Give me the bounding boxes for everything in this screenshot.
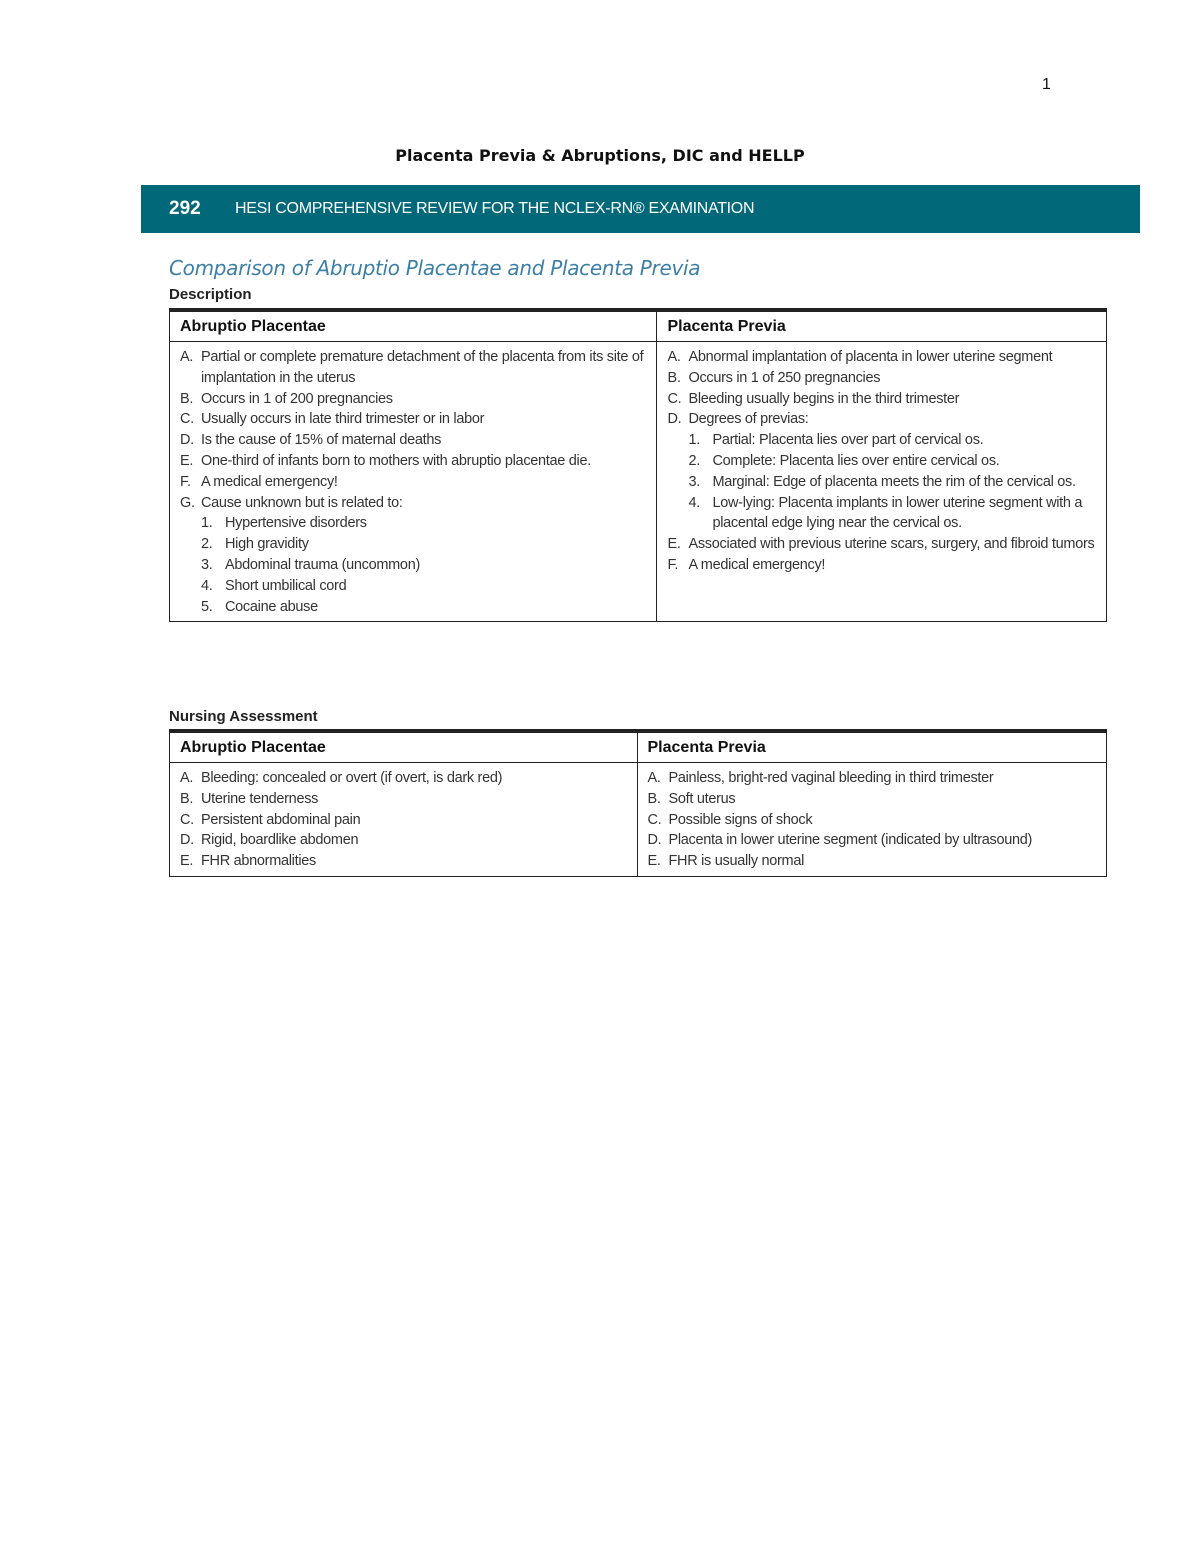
sub-list-item xyxy=(180,576,646,597)
list-item-text: Complete: Placenta lies over entire cervical os. xyxy=(712,452,1000,469)
list-item-label: E. xyxy=(180,452,194,469)
list-item-text: One-third of infants born to mothers with abruptio placentae die. xyxy=(201,452,591,469)
list-item-label: D. xyxy=(647,832,662,849)
list-item-label: B. xyxy=(180,390,194,407)
list-item-text: A medical emergency! xyxy=(201,473,338,490)
list-item-label: E. xyxy=(667,536,681,553)
sub-list-item xyxy=(180,597,646,618)
list-item-text: A medical emergency! xyxy=(688,556,826,573)
page-number: 1 xyxy=(1042,76,1051,93)
list-item xyxy=(667,347,1096,368)
book-header-banner xyxy=(141,185,1140,233)
description-table xyxy=(169,308,1107,622)
list-item-label: 2. xyxy=(688,452,700,469)
list-item xyxy=(180,493,646,514)
sub-list-item xyxy=(180,513,646,534)
list-item-text: Uterine tenderness xyxy=(201,790,319,807)
list-item-label: C. xyxy=(667,390,682,407)
list-item xyxy=(667,389,1096,410)
list-item-label: C. xyxy=(180,411,194,428)
description-previa-cell xyxy=(657,342,1107,622)
column-header-abruptio: Abruptio Placentae xyxy=(170,731,638,763)
list-item-text: Occurs in 1 of 250 pregnancies xyxy=(688,369,881,386)
list-item-text: Partial or complete premature detachment of the placenta from its site of implantation in the uterus xyxy=(201,349,644,386)
list-item xyxy=(180,830,627,851)
list-item xyxy=(180,789,627,810)
list-item-text: Hypertensive disorders xyxy=(225,515,367,532)
list-item-text: Painless, bright-red vaginal bleeding in third trimester xyxy=(668,770,994,786)
list-item-label: G. xyxy=(180,494,195,511)
sub-list-item xyxy=(667,472,1096,493)
list-item xyxy=(180,451,646,472)
list-item-label: 4. xyxy=(201,577,213,594)
list-item-label: D. xyxy=(667,411,682,428)
description-heading: Description xyxy=(169,286,252,303)
list-item-label: D. xyxy=(180,832,194,849)
list-item xyxy=(180,347,646,389)
description-abruptio-cell xyxy=(170,342,657,622)
book-page-number: 292 xyxy=(169,198,201,219)
list-item xyxy=(180,430,646,451)
list-item-label: F. xyxy=(667,556,679,573)
list-item-text: Occurs in 1 of 200 pregnancies xyxy=(201,390,393,407)
list-item-text: Marginal: Edge of placenta meets the rim of the cervical os. xyxy=(712,473,1076,490)
nursing-abruptio-cell xyxy=(170,763,638,877)
list-item-label: 2. xyxy=(201,536,213,553)
sub-list-item xyxy=(180,555,646,576)
list-item xyxy=(667,368,1096,389)
list-item-text: Associated with previous uterine scars, surgery, and fibroid tumors xyxy=(688,536,1095,553)
list-item-text: Cocaine abuse xyxy=(225,598,318,615)
nursing-assessment-heading: Nursing Assessment xyxy=(169,708,318,725)
list-item-label: A. xyxy=(180,770,194,786)
list-item-label: B. xyxy=(180,790,194,807)
list-item-label: 4. xyxy=(688,494,700,511)
list-item-label: A. xyxy=(647,770,661,786)
list-item xyxy=(667,555,1096,576)
list-item-text: Abnormal implantation of placenta in lower uterine segment xyxy=(688,349,1053,365)
list-item-text: Degrees of previas: xyxy=(688,411,809,428)
list-item-text: High gravidity xyxy=(225,536,309,553)
list-item-label: E. xyxy=(647,853,661,870)
list-item-text: FHR is usually normal xyxy=(668,853,805,870)
list-item-label: 3. xyxy=(201,556,213,573)
list-item-text: FHR abnormalities xyxy=(201,853,316,870)
list-item-label: E. xyxy=(180,853,194,870)
list-item-text: Abdominal trauma (uncommon) xyxy=(225,556,420,573)
list-item xyxy=(648,851,1097,872)
list-item-label: B. xyxy=(647,790,661,807)
document-title: Placenta Previa & Abruptions, DIC and HELLP xyxy=(395,146,805,165)
list-item-text: Possible signs of shock xyxy=(668,811,813,828)
list-item-text: Rigid, boardlike abdomen xyxy=(201,832,359,849)
list-item-text: Short umbilical cord xyxy=(225,577,347,594)
column-header-abruptio: Abruptio Placentae xyxy=(170,310,657,342)
column-header-previa: Placenta Previa xyxy=(657,310,1107,342)
list-item-label: D. xyxy=(180,432,194,449)
book-title: HESI COMPREHENSIVE REVIEW FOR THE NCLEX-RN® EXAMINATION xyxy=(235,200,755,217)
sub-list-item xyxy=(180,534,646,555)
list-item-text: Placenta in lower uterine segment (indicated by ultrasound) xyxy=(668,832,1033,849)
list-item xyxy=(648,830,1097,851)
column-header-previa: Placenta Previa xyxy=(637,731,1107,763)
list-item xyxy=(667,534,1096,555)
list-item xyxy=(648,789,1097,810)
list-item-label: 1. xyxy=(688,432,700,449)
list-item-label: A. xyxy=(667,349,681,365)
list-item xyxy=(180,409,646,430)
list-item xyxy=(180,768,627,789)
list-item-text: Low-lying: Placenta implants in lower uterine segment with a placental edge lying near the cervical os. xyxy=(712,494,1083,532)
list-item-label: 3. xyxy=(688,473,700,490)
sub-list-item xyxy=(667,430,1096,451)
list-item-text: Soft uterus xyxy=(668,790,736,807)
nursing-assessment-table xyxy=(169,729,1107,877)
list-item-text: Persistent abdominal pain xyxy=(201,811,361,828)
list-item-label: 1. xyxy=(201,515,213,532)
list-item-label: C. xyxy=(647,811,662,828)
sub-list-item xyxy=(667,493,1096,535)
list-item-label: A. xyxy=(180,349,194,365)
list-item xyxy=(180,389,646,410)
list-item-text: Cause unknown but is related to: xyxy=(201,494,403,511)
list-item-text: Is the cause of 15% of maternal deaths xyxy=(201,432,442,449)
list-item-label: C. xyxy=(180,811,194,828)
list-item-text: Usually occurs in late third trimester or in labor xyxy=(201,411,485,428)
list-item-label: 5. xyxy=(201,598,213,615)
list-item-text: Partial: Placenta lies over part of cervical os. xyxy=(712,432,984,449)
list-item xyxy=(648,810,1097,831)
sub-list-item xyxy=(667,451,1096,472)
list-item xyxy=(180,472,646,493)
list-item xyxy=(180,810,627,831)
list-item xyxy=(648,768,1097,789)
list-item-label: B. xyxy=(667,369,681,386)
list-item xyxy=(667,409,1096,430)
section-heading: Comparison of Abruptio Placentae and Placenta Previa xyxy=(169,256,701,280)
list-item-text: Bleeding usually begins in the third trimester xyxy=(688,390,960,407)
list-item xyxy=(180,851,627,872)
list-item-text: Bleeding: concealed or overt (if overt, is dark red) xyxy=(201,770,503,786)
nursing-previa-cell xyxy=(637,763,1107,877)
list-item-label: F. xyxy=(180,473,191,490)
